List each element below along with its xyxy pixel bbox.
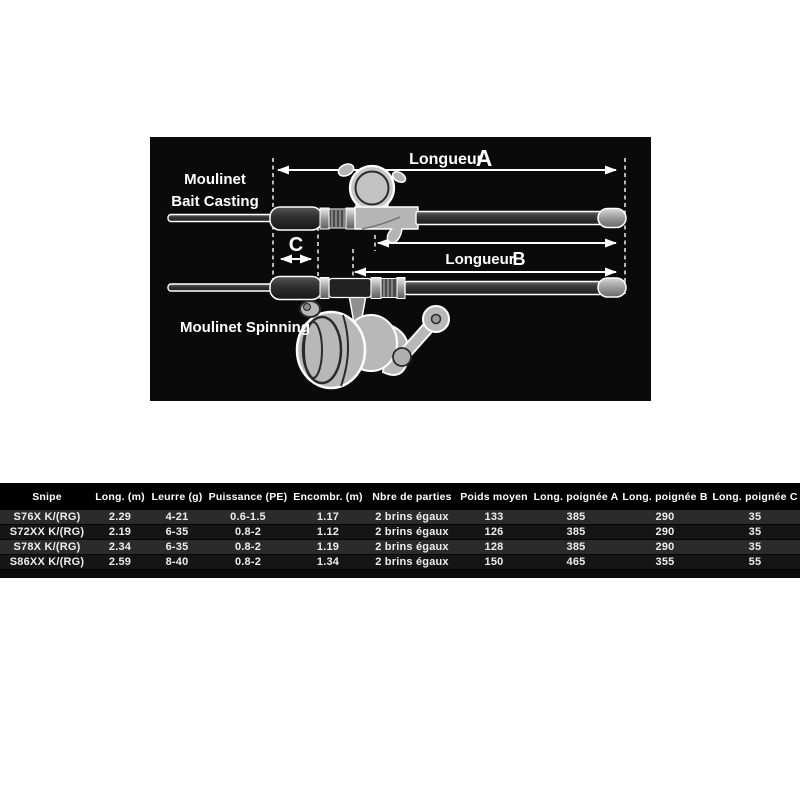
cell-handle-c: 35 <box>710 525 800 540</box>
cell-model: S76X K/(RG) <box>0 510 94 525</box>
table-row <box>0 540 800 555</box>
cell-handle-c: 35 <box>710 540 800 555</box>
bait-casting-rod <box>168 207 626 243</box>
col-header-poids-moyen: Poids moyen <box>456 483 532 510</box>
spinning-rod <box>168 277 626 300</box>
cell-closed-length: 1.17 <box>288 510 368 525</box>
cell-length: 2.29 <box>94 510 146 525</box>
spinning-label: Moulinet Spinning <box>180 319 310 336</box>
cell-length: 2.34 <box>94 540 146 555</box>
length-a-letter: A <box>475 145 493 171</box>
cell-lure: 6-35 <box>146 540 208 555</box>
cell-model: S86XX K/(RG) <box>0 555 94 570</box>
spec-table <box>0 483 800 578</box>
cell-length: 2.59 <box>94 555 146 570</box>
cell-length: 2.19 <box>94 525 146 540</box>
cell-handle-b: 290 <box>620 525 710 540</box>
bait-casting-label-line1: Moulinet <box>184 171 246 188</box>
bait-casting-reel <box>336 162 407 210</box>
cell-lure: 6-35 <box>146 525 208 540</box>
cell-handle-b: 355 <box>620 555 710 570</box>
cell-handle-c: 55 <box>710 555 800 570</box>
cell-weight: 133 <box>456 510 532 525</box>
cell-weight: 128 <box>456 540 532 555</box>
cell-power: 0.8-2 <box>208 525 288 540</box>
table-row <box>0 510 800 525</box>
cell-closed-length: 1.12 <box>288 525 368 540</box>
length-b-label: Longueur <box>445 251 515 268</box>
col-header-poignee-b: Long. poignée B <box>620 483 710 510</box>
cell-closed-length: 1.34 <box>288 555 368 570</box>
col-header-poignee-a: Long. poignée A <box>532 483 620 510</box>
spec-table-grid <box>0 483 800 570</box>
cell-closed-length: 1.19 <box>288 540 368 555</box>
table-row <box>0 525 800 540</box>
spinning-reel <box>297 295 449 388</box>
cell-handle-c: 35 <box>710 510 800 525</box>
table-row <box>0 555 800 570</box>
col-header-poignee-c: Long. poignée C <box>710 483 800 510</box>
cell-handle-a: 385 <box>532 540 620 555</box>
cell-lure: 8-40 <box>146 555 208 570</box>
col-header-encombr-m: Encombr. (m) <box>288 483 368 510</box>
cell-handle-b: 290 <box>620 540 710 555</box>
header-row <box>0 483 800 510</box>
length-c-letter: C <box>288 234 304 256</box>
cell-model: S78X K/(RG) <box>0 540 94 555</box>
cell-handle-a: 385 <box>532 525 620 540</box>
cell-sections: 2 brins égaux <box>368 510 456 525</box>
cell-handle-a: 465 <box>532 555 620 570</box>
rod-measurement-diagram <box>150 137 651 401</box>
cell-sections: 2 brins égaux <box>368 555 456 570</box>
col-header-long-m: Long. (m) <box>94 483 146 510</box>
cell-power: 0.6-1.5 <box>208 510 288 525</box>
cell-handle-a: 385 <box>532 510 620 525</box>
cell-sections: 2 brins égaux <box>368 525 456 540</box>
cell-sections: 2 brins égaux <box>368 540 456 555</box>
cell-power: 0.8-2 <box>208 555 288 570</box>
cell-weight: 150 <box>456 555 532 570</box>
length-a-label: Longueur <box>409 151 483 168</box>
col-header-puissance-pe: Puissance (PE) <box>208 483 288 510</box>
col-header-snipe: Snipe <box>0 483 94 510</box>
cell-weight: 126 <box>456 525 532 540</box>
cell-model: S72XX K/(RG) <box>0 525 94 540</box>
col-header-nbre-parties: Nbre de parties <box>368 483 456 510</box>
rod-diagram-canvas <box>150 137 651 401</box>
bait-casting-label-line2: Bait Casting <box>171 193 259 210</box>
cell-lure: 4-21 <box>146 510 208 525</box>
cell-power: 0.8-2 <box>208 540 288 555</box>
length-b-letter: B <box>512 249 526 269</box>
cell-handle-b: 290 <box>620 510 710 525</box>
col-header-leurre-g: Leurre (g) <box>146 483 208 510</box>
